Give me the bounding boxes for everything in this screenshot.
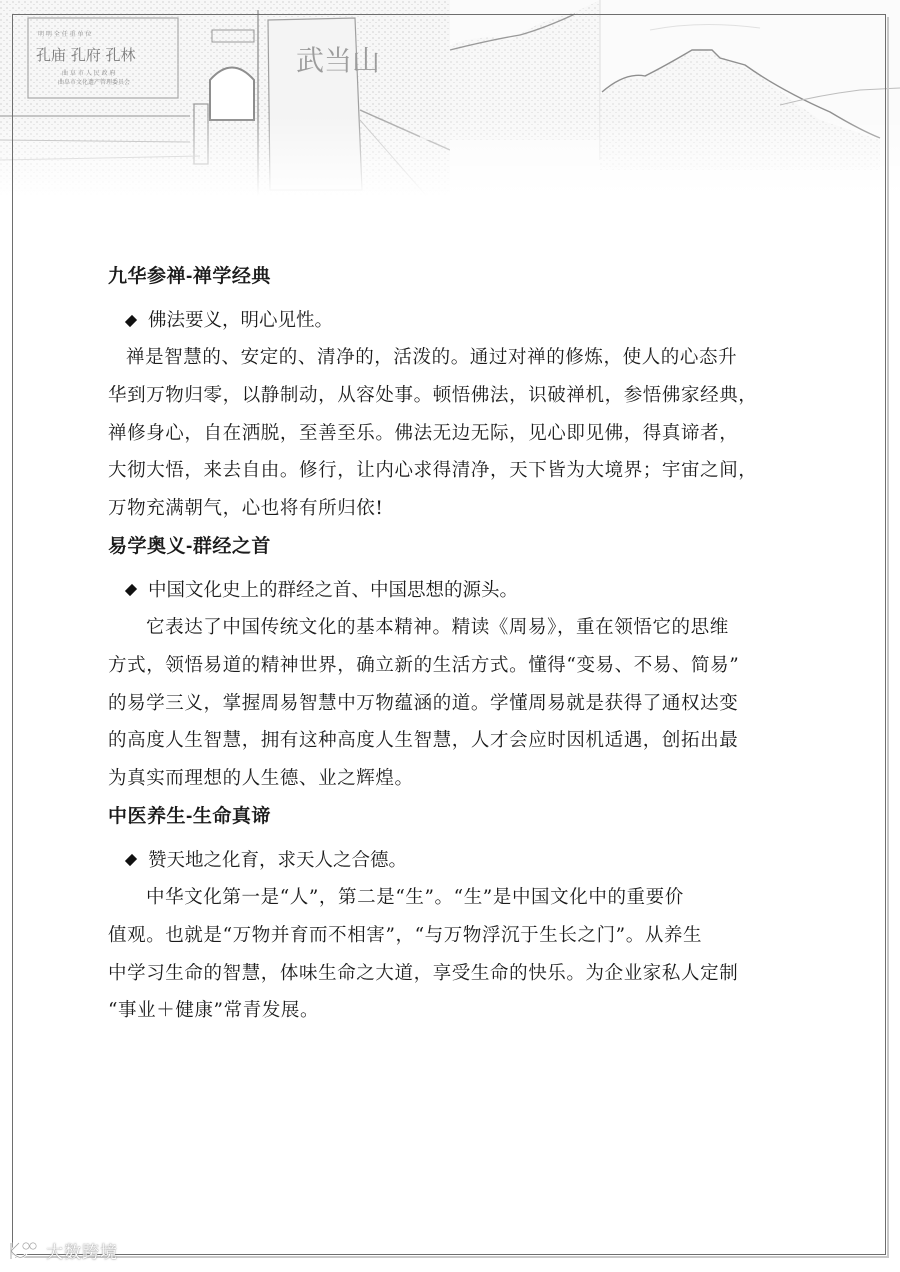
- bullet-text: 赞天地之化育，求天人之合德。: [148, 849, 408, 871]
- paragraph-line: 万物充满朝气，心也将有所归依!: [108, 498, 384, 520]
- paragraph-line: 方式，领悟易道的精神世界，确立新的生活方式。懂得“变易、不易、简易”: [108, 654, 740, 676]
- diamond-bullet-icon: [125, 854, 137, 866]
- svg-text:武当山: 武当山: [296, 44, 381, 77]
- document-body: [108, 258, 808, 1030]
- paragraph: [108, 879, 808, 1030]
- bullet-text: 中国文化史上的群经之首、中国思想的源头。: [148, 579, 519, 601]
- paragraph-line: 华到万物归零，以静制动，从容处事。顿悟佛法，识破禅机，参悟佛家经典，: [108, 384, 758, 406]
- svg-text:曲阜市文化遗产管理委员会: 曲阜市文化遗产管理委员会: [58, 79, 131, 86]
- bullet-point: [126, 572, 808, 609]
- section-tcm-health: [108, 798, 808, 1030]
- paragraph-line: 为真实而理想的人生德、业之辉煌。: [108, 768, 414, 790]
- bullet-point: [126, 302, 808, 339]
- header-banner-illustration: [0, 0, 900, 205]
- banner-fade-overlay: [0, 115, 900, 205]
- paragraph-line: 中学习生命的智慧，体味生命之大道，享受生命的快乐。为企业家私人定制: [108, 962, 739, 984]
- paragraph-line: 的易学三义，掌握周易智慧中万物蕴涵的道。学懂周易就是获得了通权达变: [108, 692, 739, 714]
- section-title: 九华参禅-禅学经典: [108, 266, 271, 287]
- watermark-text: 大数跨境: [46, 1243, 118, 1263]
- section-title: 中医养生-生命真谛: [108, 805, 271, 827]
- svg-text:明 明 全 任 重 单 位: 明 明 全 任 重 单 位: [38, 31, 92, 38]
- paragraph-line: 中华文化第一是“人”，第二是“生”。“生”是中国文化中的重要价: [146, 886, 684, 908]
- diamond-bullet-icon: [125, 584, 137, 596]
- paragraph-line: 禅是智慧的、安定的、清净的，活泼的。通过对禅的修炼，使人的心态升: [126, 347, 738, 368]
- brand-logo-icon: [8, 1240, 38, 1262]
- section-title: 易学奥义-群经之首: [108, 535, 271, 557]
- paragraph: [108, 339, 808, 528]
- diamond-bullet-icon: [125, 314, 137, 326]
- paragraph-line: “事业＋健康”常青发展。: [108, 1000, 320, 1022]
- svg-text:孔庙 孔府 孔林: 孔庙 孔府 孔林: [36, 46, 136, 64]
- bullet-point: [126, 842, 808, 879]
- paragraph-line: 禅修身心，自在洒脱，至善至乐。佛法无边无际，见心即见佛，得真谛者，: [108, 422, 739, 444]
- paragraph-line: 大彻大悟，来去自由。修行，让内心求得清净，天下皆为大境界；宇宙之间，: [108, 460, 758, 482]
- section-yi-jing: [108, 528, 808, 798]
- paragraph: [108, 609, 808, 798]
- paragraph-line: 值观。也就是“万物并育而不相害”，“与万物浮沉于生长之门”。从养生: [108, 924, 703, 946]
- svg-text:曲 阜 市 人 民 政 府: 曲 阜 市 人 民 政 府: [62, 70, 116, 77]
- watermark: [8, 1238, 118, 1263]
- bullet-text: 佛法要义，明心见性。: [148, 310, 334, 331]
- paragraph-line: 它表达了中国传统文化的基本精神。精读《周易》，重在领悟它的思维: [146, 616, 729, 638]
- section-zen: [108, 258, 808, 528]
- paragraph-line: 的高度人生智慧，拥有这种高度人生智慧，人才会应时因机适遇，创拓出最: [108, 730, 739, 752]
